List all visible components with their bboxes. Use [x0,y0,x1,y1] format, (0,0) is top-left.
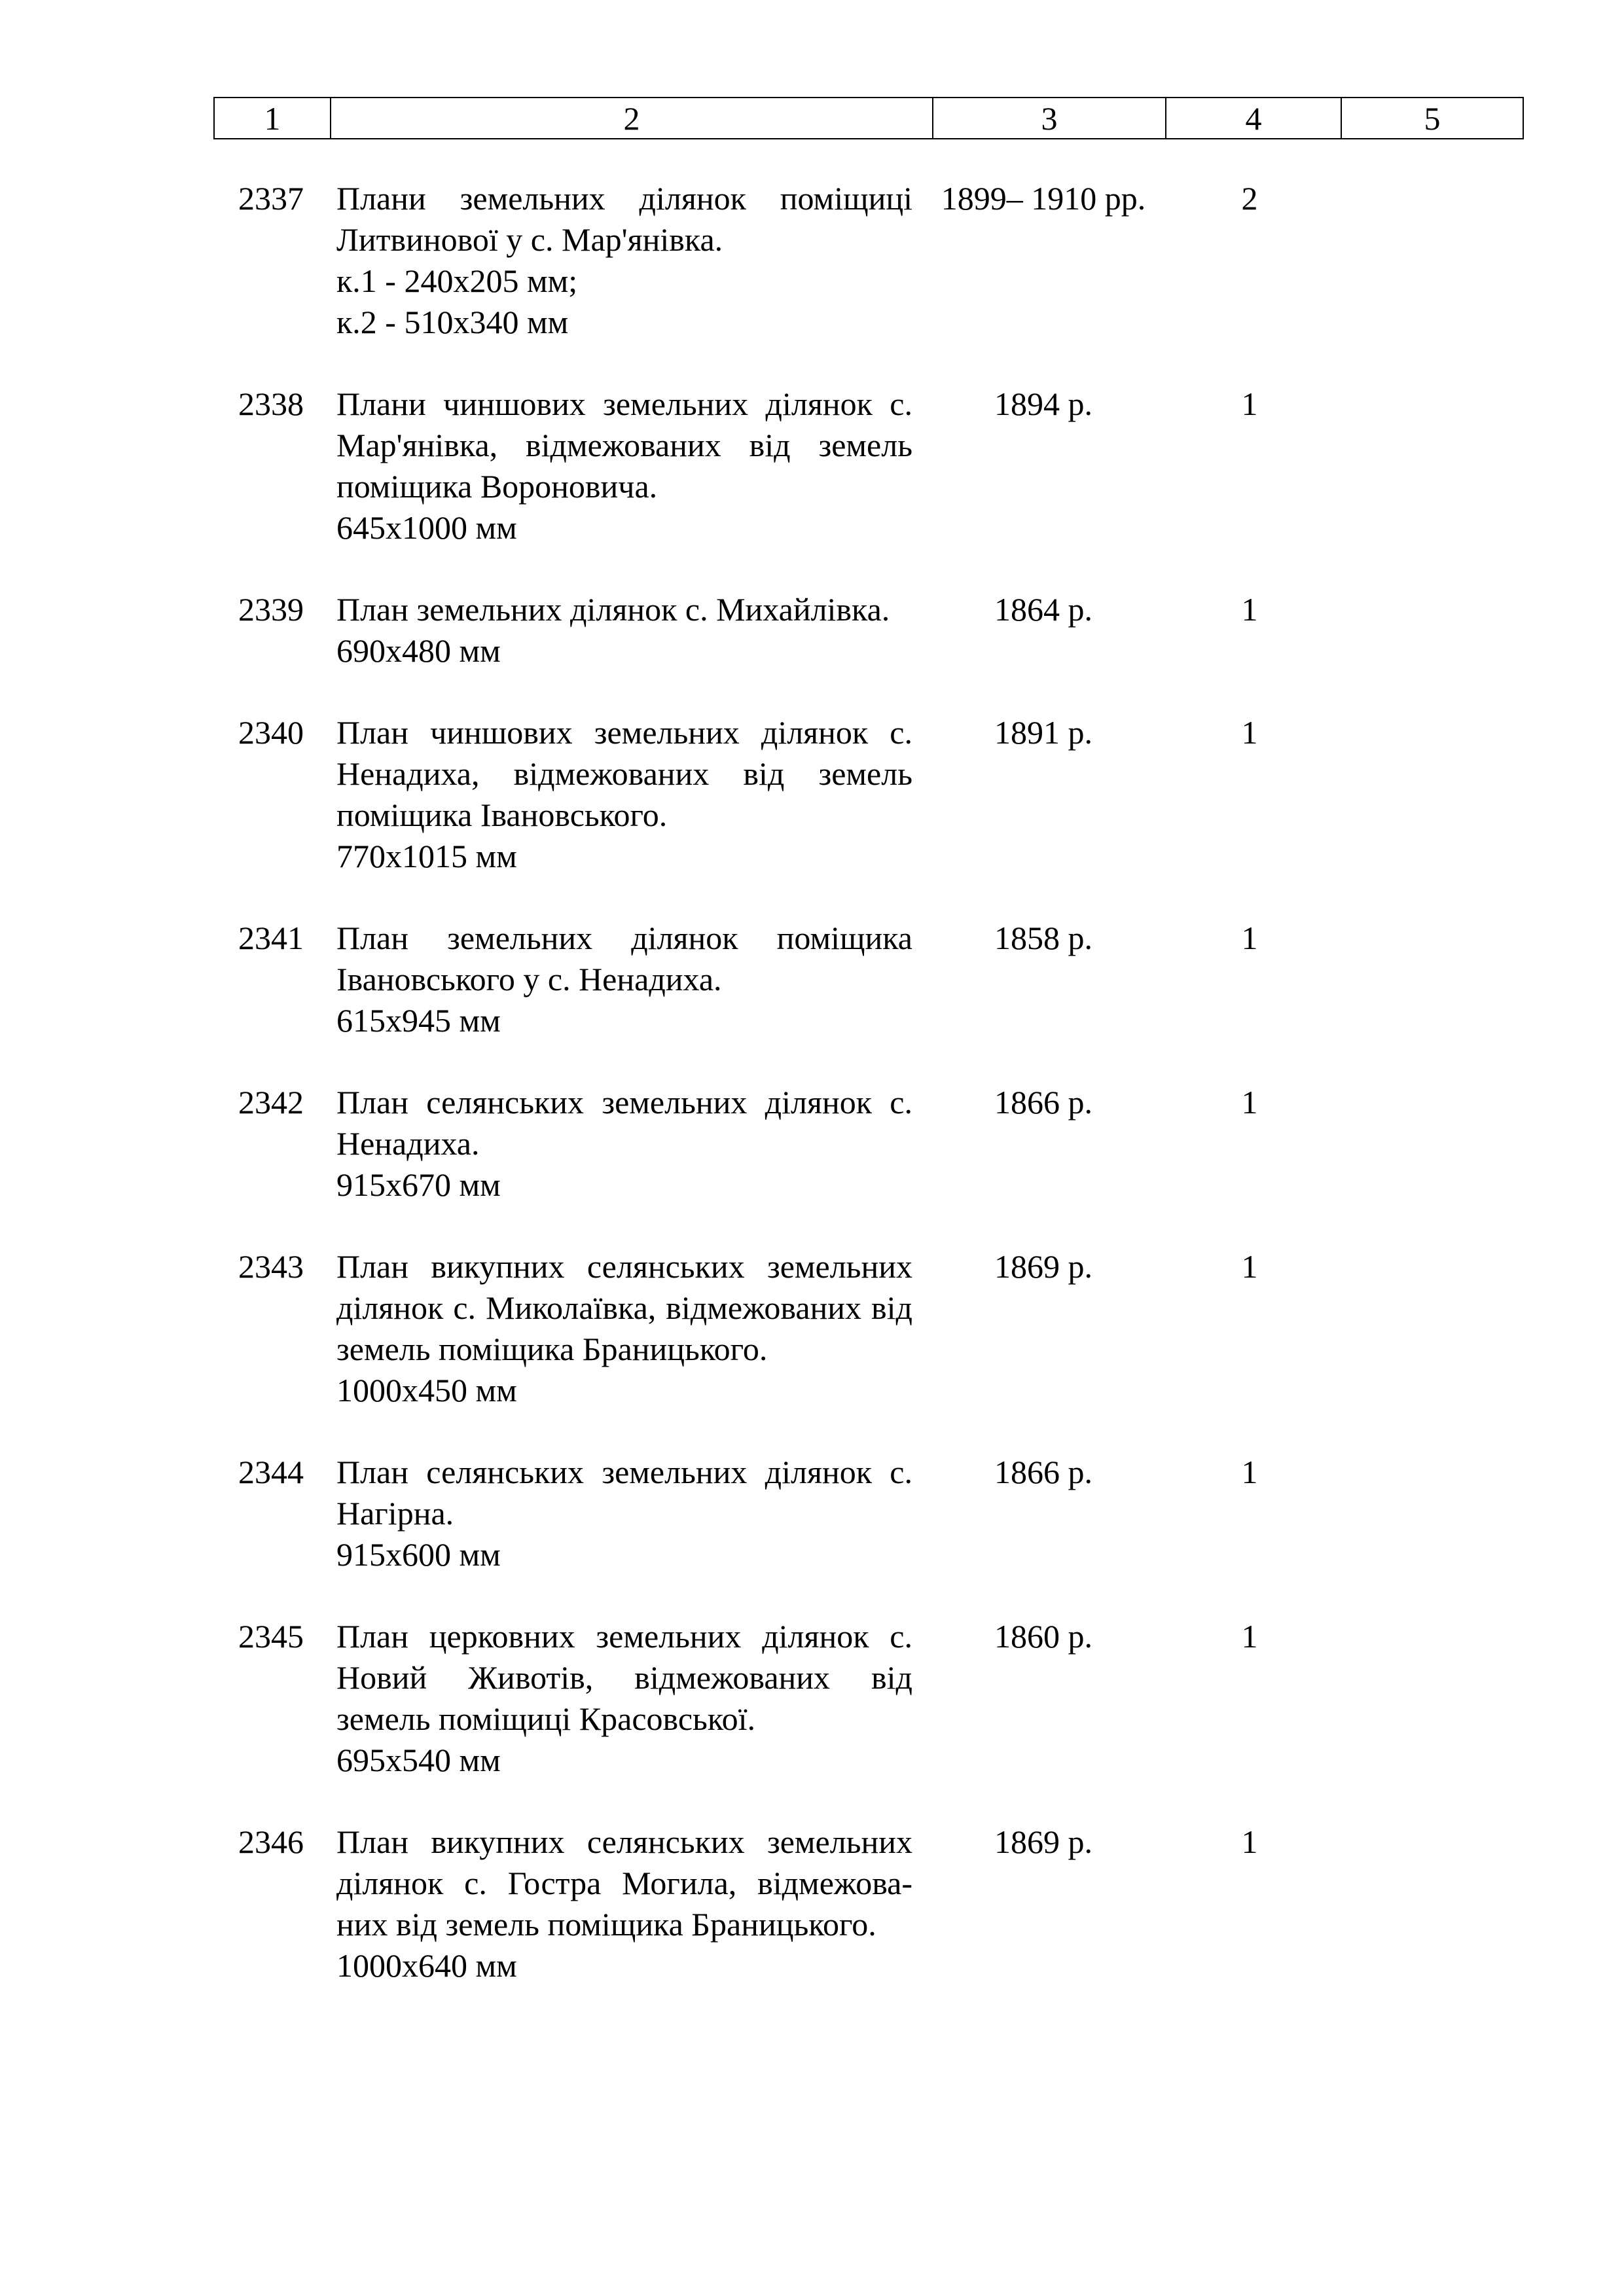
entry-number: 2338 [238,386,304,422]
entry-description-block [336,178,912,343]
entry-date: 1864 р. [994,591,1092,628]
entry-number: 2339 [238,591,304,628]
entry-description: Плани земельних ділянок поміщиці Литвинової у с. Мар'янівка. [336,180,912,258]
entry-size: к.1 - 240х205 мм; [336,262,578,299]
entry-description: План земельних ділянок поміщика Івановського у с. Ненадиха. [336,920,912,997]
entry-description-block [336,1452,912,1575]
entry-column-5 [1338,589,1515,672]
entry-description: План викупних селянських земельних ділянок с. Миколаївка, відмежованих від земель поміщика Браницького. [336,1248,912,1367]
column-header-3: 3 [933,98,1166,139]
entry-quantity: 1 [1241,591,1258,628]
entry-description-block [336,589,912,672]
entry-quantity: 1 [1241,714,1258,751]
entry-description-block [336,1246,912,1411]
entry-column-5 [1338,178,1515,343]
entry-number: 2342 [238,1084,304,1121]
entry-size: 1000х450 мм [336,1372,517,1408]
entry-date: 1894 р. [994,386,1092,422]
archive-entry [213,384,1523,548]
entry-date: 1869 р. [994,1823,1092,1860]
entry-number: 2346 [238,1823,304,1860]
entry-quantity: 1 [1241,1454,1258,1490]
entry-number: 2340 [238,714,304,751]
column-header-row [214,98,1523,139]
entry-description-block [336,1821,912,1986]
entry-quantity: 1 [1241,386,1258,422]
entry-description: План чиншових земельних ділянок с. Ненадиха, відмежованих від земель поміщика Івановського. [336,714,912,833]
entry-column-5 [1338,384,1515,548]
entry-description-block [336,384,912,548]
archive-entry [213,918,1523,1041]
entry-number: 2337 [238,180,304,217]
entry-size: к.2 - 510х340 мм [336,304,569,340]
column-header-2: 2 [331,98,933,139]
entry-date: 1869 р. [994,1248,1092,1285]
archive-entry [213,712,1523,877]
entry-quantity: 1 [1241,1618,1258,1655]
archive-entry [213,1452,1523,1575]
entry-number: 2341 [238,920,304,956]
entry-number: 2344 [238,1454,304,1490]
entry-quantity: 1 [1241,920,1258,956]
entry-description: План селянських земельних ділянок с. Ненадиха. [336,1084,912,1162]
entry-description: План селянських земельних ділянок с. Нагірна. [336,1454,912,1532]
entry-column-5 [1338,1082,1515,1206]
entry-size: 915х670 мм [336,1166,501,1203]
archive-entry [213,1246,1523,1411]
entry-description-block [336,1616,912,1781]
entry-description-block [336,712,912,877]
entry-date: 1860 р. [994,1618,1092,1655]
archive-entry [213,1082,1523,1206]
entry-date: 1858 р. [994,920,1092,956]
entry-description-block [336,1082,912,1206]
entry-column-5 [1338,712,1515,877]
column-header-5: 5 [1341,98,1523,139]
entry-column-5 [1338,1452,1515,1575]
entry-number: 2343 [238,1248,304,1285]
entry-size: 615х945 мм [336,1002,501,1039]
entry-size: 645х1000 мм [336,509,517,546]
entry-description: План викупних селянських земельних ділянок с. Гостра Могила, відмежова-них від земель поміщика Браницького. [336,1823,912,1943]
archive-entry [213,589,1523,672]
entry-column-5 [1338,918,1515,1041]
entry-column-5 [1338,1246,1515,1411]
entry-column-5 [1338,1821,1515,1986]
entry-column-5 [1338,1616,1515,1781]
column-header-4: 4 [1166,98,1341,139]
entry-number: 2345 [238,1618,304,1655]
entry-date: 1866 р. [994,1454,1092,1490]
entry-description-block [336,918,912,1041]
entry-quantity: 1 [1241,1248,1258,1285]
column-header-table [213,97,1524,139]
archive-entry [213,178,1523,343]
archive-entries-list [213,178,1523,1986]
entry-description: Плани чиншових земельних ділянок с. Мар'янівка, відмежованих від земель поміщика Вороновича. [336,386,912,505]
archive-entry [213,1821,1523,1986]
entry-size: 770х1015 мм [336,838,517,874]
entry-size: 1000х640 мм [336,1947,517,1984]
entry-size: 695х540 мм [336,1742,501,1778]
entry-quantity: 1 [1241,1084,1258,1121]
archive-entry [213,1616,1523,1781]
entry-date: 1866 р. [994,1084,1092,1121]
entry-size: 690х480 мм [336,632,501,669]
entry-date: 1891 р. [994,714,1092,751]
entry-description: План земельних ділянок с. Михайлівка. [336,591,890,628]
entry-description: План церковних земельних ділянок с. Новий Животів, відмежованих від земель поміщиці Красовської. [336,1618,912,1737]
entry-quantity: 2 [1241,180,1258,217]
entry-size: 915х600 мм [336,1536,501,1573]
column-header-1: 1 [214,98,331,139]
entry-quantity: 1 [1241,1823,1258,1860]
entry-date: 1899– 1910 рр. [941,180,1146,217]
